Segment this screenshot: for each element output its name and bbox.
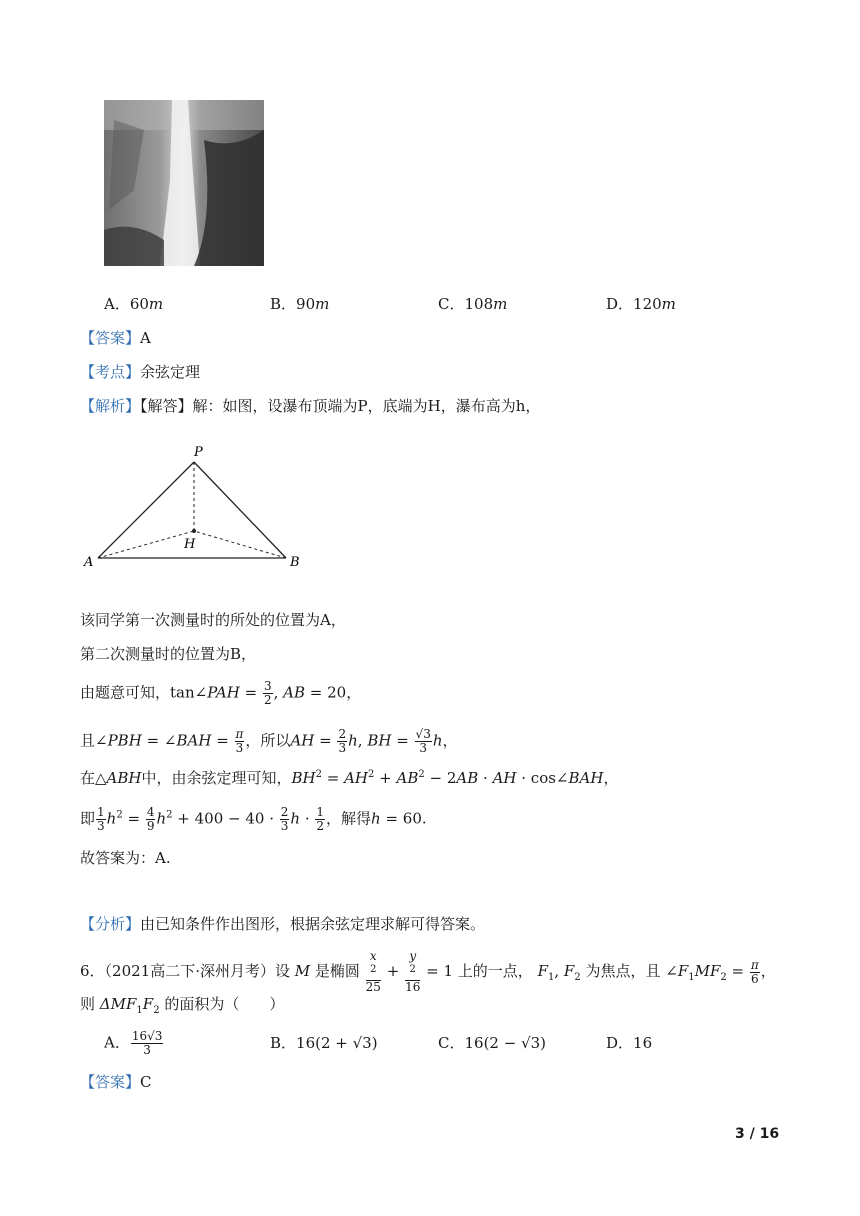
q6-part3: 上的一点，: [453, 962, 533, 980]
answer-tag: 【答案】: [80, 329, 141, 347]
analysis-line: [80, 395, 540, 416]
q6-option-b: B．16(2 + √3): [270, 1034, 378, 1052]
q6-line2-suffix: 的面积为（ ）: [159, 995, 285, 1013]
analysis-tag: 【解析】: [80, 397, 141, 415]
solution-line-7: 故答案为：A.: [80, 849, 171, 867]
option-d: D．120𝑚: [606, 295, 676, 313]
q6-line2-prefix: 则: [80, 995, 100, 1013]
point-line: [80, 361, 200, 382]
solution-line-2: 第二次测量时的位置为B，: [80, 645, 257, 663]
line6-prefix: 即: [80, 809, 96, 828]
label-a: A: [84, 555, 94, 570]
line6-mid: ，解得: [326, 809, 372, 828]
fenxi-text: 由已知条件作出图形，根据余弦定理求解可得答案。: [140, 915, 486, 933]
waterfall-photo: [104, 100, 264, 266]
q6-option-b-label: B．: [270, 1034, 297, 1052]
fenxi-line: [80, 913, 485, 934]
line4-prefix: 且: [80, 731, 96, 750]
answer-value: A: [140, 329, 151, 347]
point-tag: 【考点】: [80, 363, 141, 381]
q6-answer-tag: 【答案】: [80, 1073, 141, 1091]
q6-stem-line-1: 6．（2021高二下·深州月考）设 M 是椭圆 x $^2$ 25 + y $^2$ 16 = 1 上的一点， $F_1$, $F_2$ 为焦点，且 $\angle F_1MF_2$ = $\frac{\pi}{6}$ ，: [80, 949, 776, 994]
q6-stem-line-2: 则 $\Delta MF_1F_2$ 的面积为（ ）: [80, 995, 285, 1016]
q6-option-c-label: C．: [438, 1034, 465, 1052]
line5-mid: 中，由余弦定理可知，: [141, 769, 292, 787]
label-h: H: [184, 537, 196, 552]
option-c: C．108𝑚: [438, 295, 508, 313]
line3-prefix: 由题意可知，: [80, 683, 171, 702]
answer-line: [80, 327, 151, 348]
line4-mid: ，所以: [245, 731, 291, 750]
label-p: P: [194, 445, 203, 460]
q6-answer-value: C: [140, 1073, 152, 1091]
label-b: B: [290, 555, 300, 570]
solution-line-4: 且∠PBH = ∠BAH = $\frac{\pi}{3}$ ，所以AH = $\frac{2}{3}$ h, BH = $\frac{√3}{3}$ h，: [80, 727, 458, 755]
q6-option-a: A． $\frac{16√3}{3}$: [104, 1029, 163, 1057]
point-value: 余弦定理: [140, 363, 201, 381]
solution-line-5: 在△ABH中，由余弦定理可知，$BH^2 = AH^2 + AB^2 - 2AB$ · AH · cos∠BAH，: [80, 769, 619, 787]
q6-part4: 为焦点，且: [580, 962, 666, 980]
line5-prefix: 在△: [80, 769, 107, 787]
analysis-intro: 【解答】解：如图，设瀑布顶端为P，底端为H，瀑布高为h，: [140, 397, 541, 415]
option-b: B．90𝑚: [270, 295, 330, 313]
fenxi-tag: 【分析】: [80, 915, 141, 933]
q6-part2: 是椭圆: [310, 962, 365, 980]
solution-line-6: 即 $\frac{1}{3}$ $h^2$ = $\frac{4}{9}$ $h^2 + 400 - 40$ · $\frac{2}{3}$ h · $\frac{1}{2}$ ，解得h = 60.: [80, 805, 427, 833]
triangle-figure: [80, 440, 310, 575]
q6-option-d: D．16: [606, 1034, 653, 1052]
solution-line-1: 该同学第一次测量时的所处的位置为A，: [80, 611, 346, 629]
option-a: A．60𝑚: [104, 295, 164, 313]
solution-line-3: 由题意可知，tan∠PAH = $\frac{3}{2}$ , AB = 20，: [80, 679, 362, 707]
q6-option-a-label: A．: [104, 1033, 130, 1052]
q6-option-c: C．16(2 − √3): [438, 1034, 547, 1052]
q6-prefix: 6．（2021高二下·深州月考）设: [80, 962, 295, 980]
page-number: 3 / 16: [735, 1126, 780, 1142]
q6-answer-line: [80, 1071, 152, 1092]
